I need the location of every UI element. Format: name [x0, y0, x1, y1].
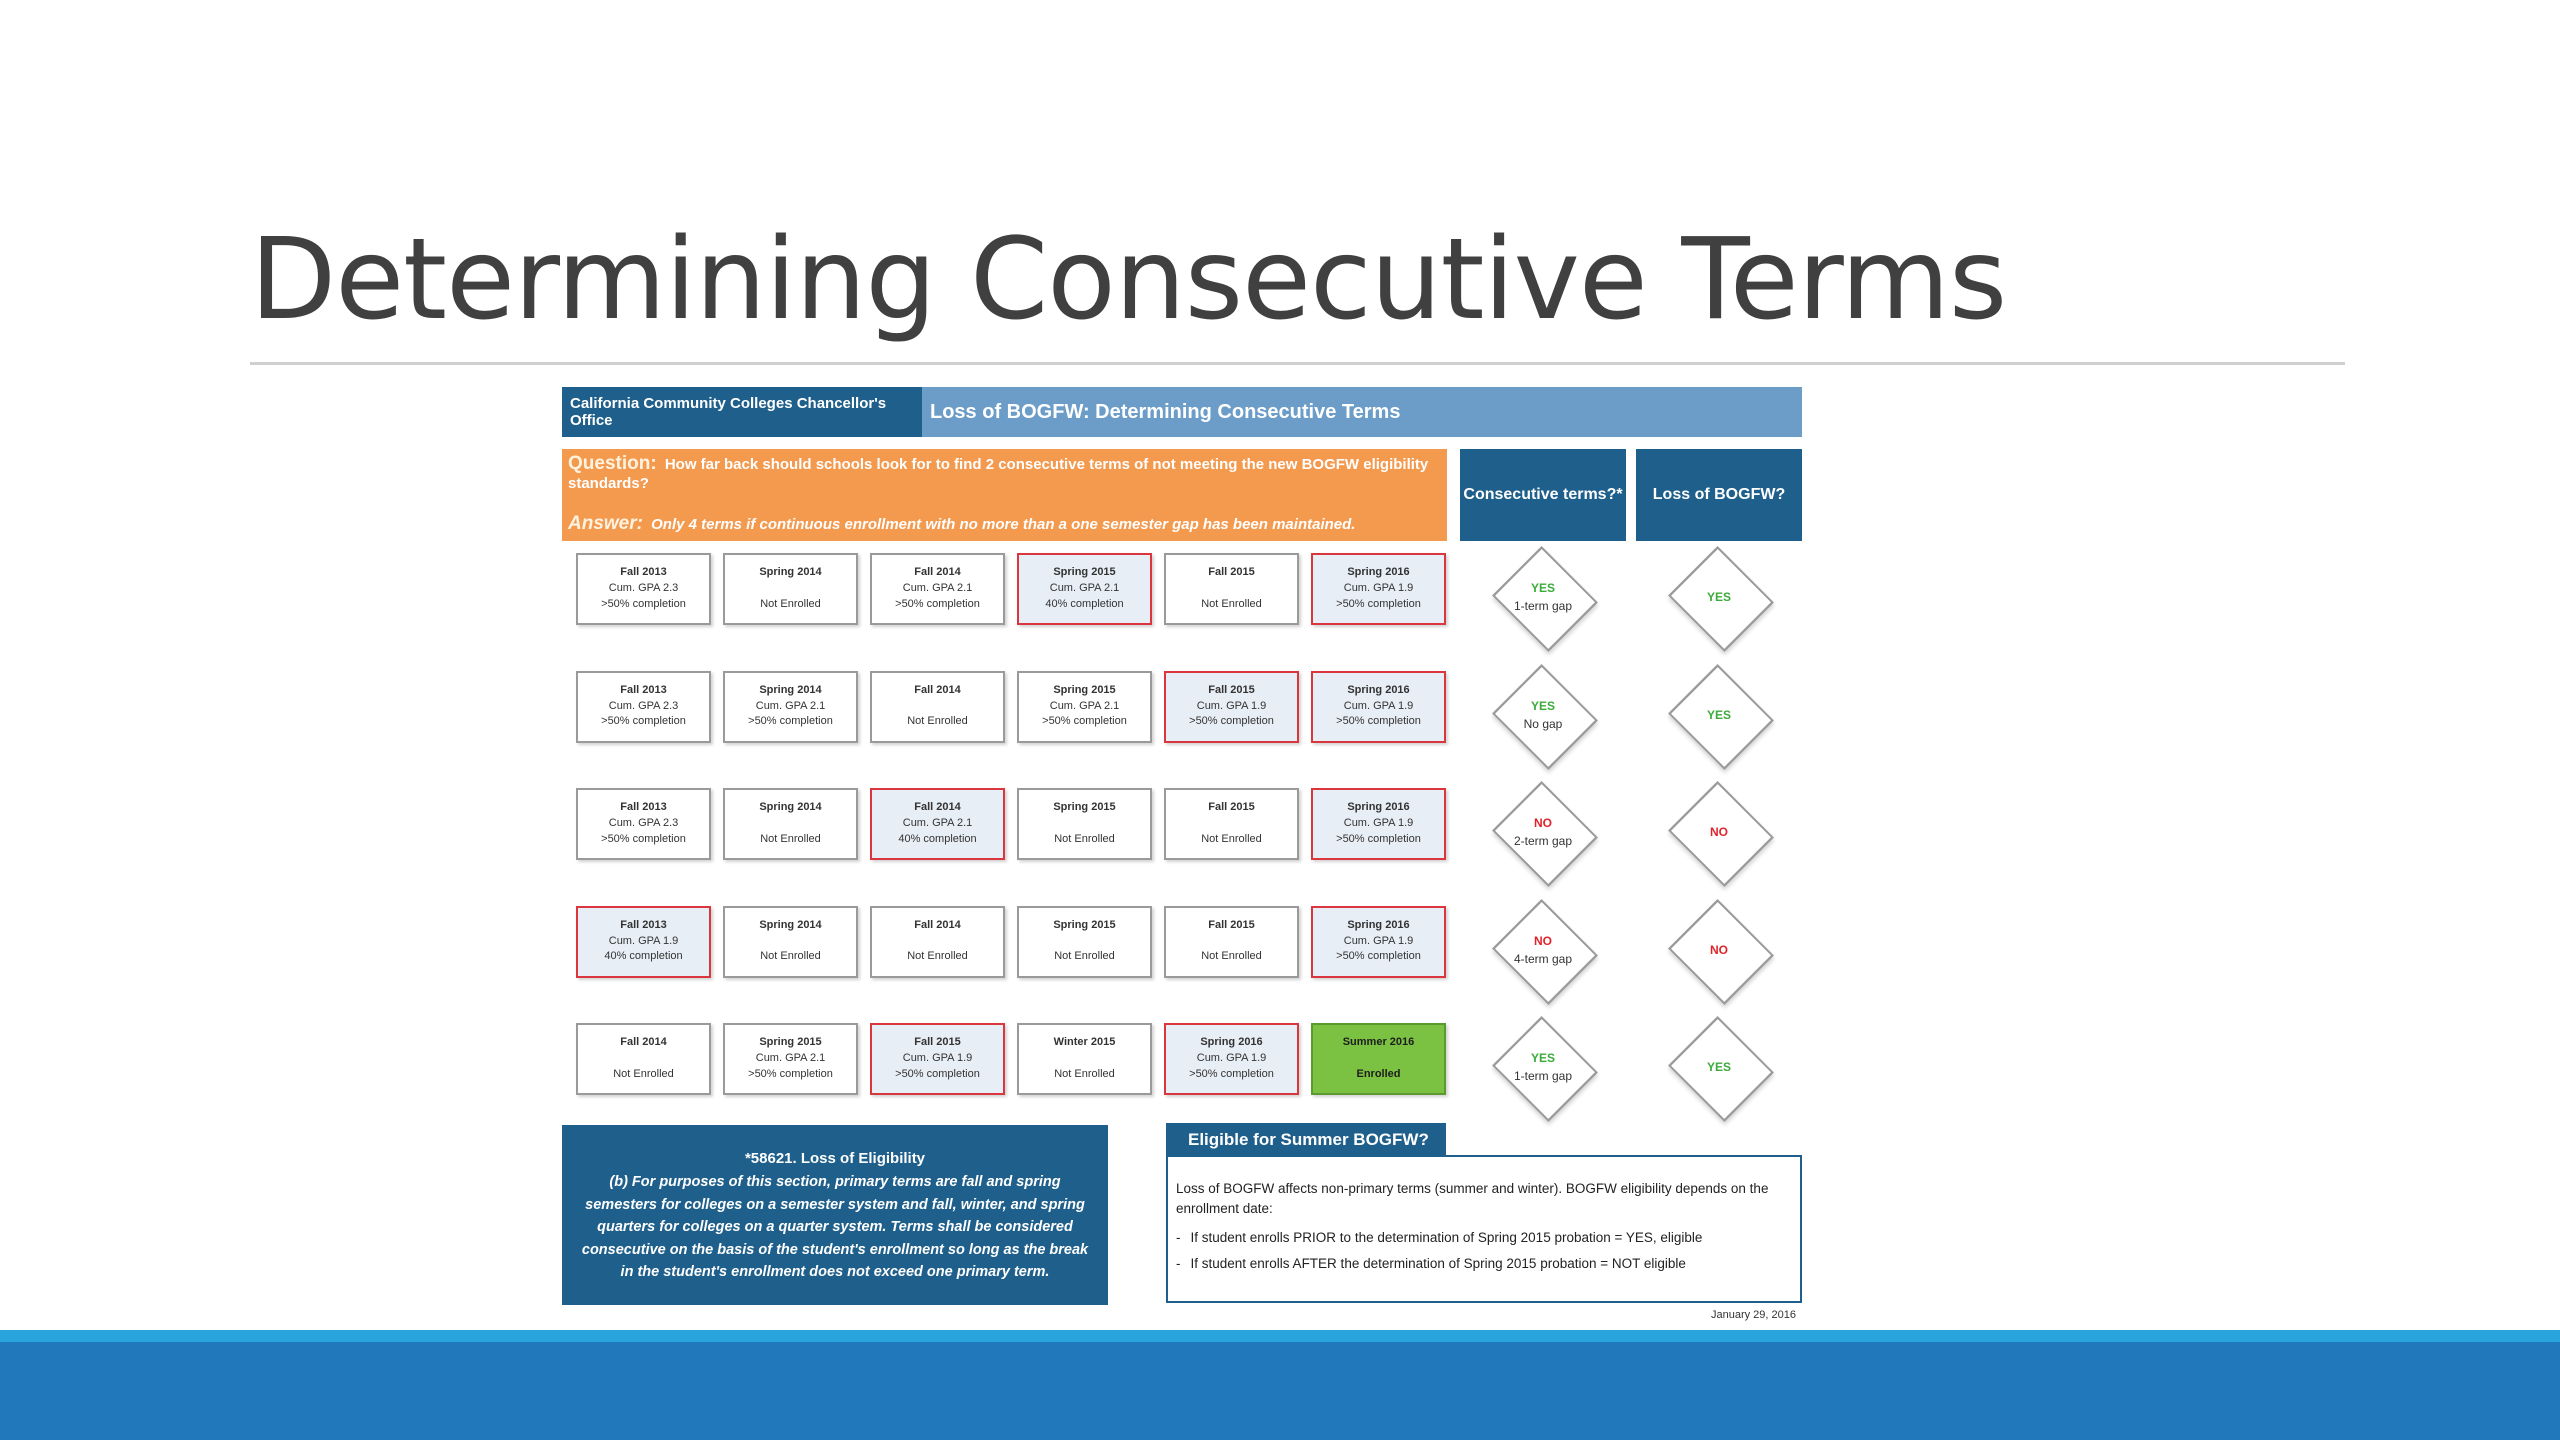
- term-gpa: Cum. GPA 2.1: [902, 817, 973, 830]
- term-name: Spring 2016: [1347, 801, 1410, 814]
- term-status: >50% completion: [1189, 715, 1274, 728]
- term-name: Spring 2016: [1347, 566, 1410, 579]
- term-cell: [576, 788, 711, 860]
- term-cell: [1164, 671, 1299, 743]
- consecutive-diamond: [1481, 782, 1605, 882]
- term-status: >50% completion: [1042, 715, 1127, 728]
- gap-detail: 1-term gap: [1513, 1069, 1573, 1083]
- question-label: Question:: [568, 453, 657, 474]
- eligibility-list: [1176, 1228, 1792, 1273]
- gap-detail: 1-term gap: [1513, 599, 1573, 613]
- term-gpa: Cum. GPA 2.1: [755, 699, 826, 712]
- term-cell: [576, 906, 711, 978]
- term-gpa: [1083, 1051, 1086, 1067]
- term-cell: [870, 788, 1005, 860]
- consecutive-diamond: [1481, 665, 1605, 765]
- term-name: Fall 2014: [914, 918, 961, 931]
- footer-bar: [0, 1342, 2560, 1440]
- term-status: Not Enrolled: [1054, 832, 1115, 845]
- term-name: Spring 2014: [759, 918, 822, 931]
- term-cell: [870, 553, 1005, 625]
- term-gpa: Cum. GPA 1.9: [1196, 699, 1267, 712]
- diamond-label: [1481, 900, 1605, 1000]
- term-cell: [1017, 671, 1152, 743]
- consecutive-diamond: [1481, 1017, 1605, 1117]
- loss-answer: YES: [1706, 1060, 1731, 1074]
- term-gpa: [1230, 934, 1233, 950]
- term-name: Fall 2015: [1208, 801, 1255, 814]
- term-name: Spring 2015: [1053, 801, 1116, 814]
- term-gpa: [642, 1051, 645, 1067]
- term-status: Not Enrolled: [1054, 950, 1115, 963]
- term-name: Spring 2016: [1200, 1036, 1263, 1049]
- term-cell: [1017, 1023, 1152, 1095]
- term-status: >50% completion: [748, 715, 833, 728]
- gap-detail: 4-term gap: [1513, 951, 1573, 966]
- term-status: >50% completion: [1336, 597, 1421, 610]
- term-name: Spring 2015: [759, 1036, 822, 1049]
- term-name: Summer 2016: [1342, 1036, 1415, 1049]
- term-name: Fall 2013: [620, 918, 667, 931]
- term-status: >50% completion: [895, 1067, 980, 1080]
- term-gpa: [1083, 934, 1086, 950]
- term-name: Fall 2014: [914, 683, 961, 696]
- term-name: Fall 2013: [620, 566, 667, 579]
- term-name: Fall 2015: [1208, 918, 1255, 931]
- loss-diamond: [1657, 665, 1781, 765]
- term-gpa: [1083, 816, 1086, 832]
- term-cell: [870, 671, 1005, 743]
- regulation-note-title: *58621. Loss of Eligibility: [744, 1150, 926, 1167]
- term-gpa: [1377, 1051, 1380, 1067]
- term-status: >50% completion: [1336, 950, 1421, 963]
- term-name: Spring 2016: [1347, 683, 1410, 696]
- term-status: 40% completion: [898, 832, 977, 845]
- term-name: Fall 2013: [620, 683, 667, 696]
- loss-answer: YES: [1706, 707, 1731, 722]
- eligibility-box: [1166, 1155, 1802, 1303]
- term-name: Fall 2015: [914, 1036, 961, 1049]
- term-gpa: Cum. GPA 2.1: [1049, 699, 1120, 712]
- term-status: Not Enrolled: [613, 1067, 674, 1080]
- term-gpa: Cum. GPA 2.1: [902, 582, 973, 595]
- term-gpa: Cum. GPA 1.9: [902, 1052, 973, 1065]
- term-status: Not Enrolled: [760, 950, 821, 963]
- gap-detail: 2-term gap: [1513, 834, 1573, 848]
- term-status: >50% completion: [895, 597, 980, 610]
- consecutive-answer: NO: [1534, 816, 1552, 830]
- term-status: >50% completion: [601, 715, 686, 728]
- footer-accent-line: [0, 1330, 2560, 1342]
- slide-title: Determining Consecutive Terms: [250, 215, 2007, 345]
- term-gpa: Cum. GPA 2.1: [1049, 582, 1120, 595]
- term-gpa: Cum. GPA 1.9: [608, 934, 679, 947]
- term-status: >50% completion: [601, 832, 686, 845]
- consecutive-answer: NO: [1534, 933, 1552, 948]
- term-status: >50% completion: [748, 1067, 833, 1080]
- consecutive-terms-chart: [562, 387, 1802, 1327]
- question-line: [568, 453, 1441, 492]
- term-gpa: Cum. GPA 1.9: [1343, 582, 1414, 595]
- diamond-label: [1657, 782, 1781, 882]
- term-cell: [723, 906, 858, 978]
- term-status: Not Enrolled: [1201, 597, 1262, 610]
- loss-answer: NO: [1710, 942, 1728, 957]
- term-gpa: Cum. GPA 2.3: [608, 817, 679, 830]
- term-status: Not Enrolled: [1201, 950, 1262, 963]
- consecutive-answer: YES: [1530, 1051, 1555, 1065]
- diamond-label: [1481, 665, 1605, 765]
- term-cell: [1311, 788, 1446, 860]
- regulation-note: [562, 1125, 1108, 1305]
- term-gpa: Cum. GPA 1.9: [1196, 1052, 1267, 1065]
- answer-label: Answer:: [568, 513, 643, 534]
- term-name: Fall 2014: [620, 1036, 667, 1049]
- diamond-label: [1481, 1017, 1605, 1117]
- term-cell: [1164, 788, 1299, 860]
- diamond-label: [1657, 900, 1781, 1000]
- eligibility-bullet: - If student enrolls AFTER the determination of Spring 2015 probation = NOT eligible: [1176, 1255, 1686, 1271]
- term-gpa: Cum. GPA 2.1: [755, 1052, 826, 1065]
- scenario-row: [562, 665, 1802, 745]
- scenario-row: [562, 782, 1802, 862]
- question-answer-box: [562, 449, 1447, 541]
- consecutive-diamond: [1481, 900, 1605, 1000]
- term-cell: [576, 671, 711, 743]
- term-gpa: [789, 934, 792, 950]
- term-cell: [1311, 906, 1446, 978]
- consecutive-answer: YES: [1530, 581, 1555, 595]
- term-name: Fall 2015: [1208, 683, 1255, 696]
- diamond-label: [1481, 547, 1605, 647]
- term-name: Spring 2014: [759, 683, 822, 696]
- title-divider: [250, 362, 2345, 365]
- term-cell: [576, 1023, 711, 1095]
- header-org: California Community Colleges Chancellor's Office: [562, 387, 922, 437]
- term-gpa: [789, 816, 792, 832]
- answer-text: Only 4 terms if continuous enrollment with no more than a one semester gap has been maintained.: [651, 516, 1356, 533]
- term-cell: [870, 1023, 1005, 1095]
- term-status: 40% completion: [1045, 597, 1124, 610]
- term-cell: [723, 553, 858, 625]
- term-status: Not Enrolled: [1201, 832, 1262, 845]
- term-cell: [1164, 553, 1299, 625]
- date-stamp: January 29, 2016: [1710, 1309, 1796, 1321]
- term-cell: [1017, 788, 1152, 860]
- term-name: Spring 2015: [1053, 566, 1116, 579]
- term-cell: [723, 788, 858, 860]
- term-name: Fall 2013: [620, 801, 667, 814]
- scenario-row: [562, 547, 1802, 627]
- term-status: Not Enrolled: [760, 597, 821, 610]
- consecutive-diamond: [1481, 547, 1605, 647]
- term-gpa: Cum. GPA 1.9: [1343, 817, 1414, 830]
- term-gpa: Cum. GPA 2.3: [608, 699, 679, 712]
- header-title: Loss of BOGFW: Determining Consecutive Terms: [922, 387, 1802, 437]
- term-status: >50% completion: [1189, 1067, 1274, 1080]
- loss-answer: NO: [1710, 825, 1728, 839]
- term-cell: [870, 906, 1005, 978]
- eligibility-bullet: - If student enrolls PRIOR to the determination of Spring 2015 probation = YES, eligible: [1176, 1230, 1703, 1246]
- eligibility-intro: Loss of BOGFW affects non-primary terms (summer and winter). BOGFW eligibility depends on the enrollment date:: [1176, 1181, 1769, 1216]
- term-gpa: [1230, 816, 1233, 832]
- term-cell: [723, 671, 858, 743]
- term-cell: [1311, 671, 1446, 743]
- term-name: Fall 2015: [1208, 566, 1255, 579]
- term-name: Winter 2015: [1053, 1036, 1116, 1049]
- loss-diamond: [1657, 547, 1781, 647]
- eligibility-tab: Eligible for Summer BOGFW?: [1166, 1123, 1446, 1157]
- question-text: How far back should schools look for to find 2 consecutive terms of not meeting the new BOGFW eligibility standards?: [568, 456, 1429, 492]
- term-gpa: [1230, 581, 1233, 597]
- scenario-row: [562, 1017, 1802, 1097]
- term-name: Fall 2014: [914, 566, 961, 579]
- column-header-loss: Loss of BOGFW?: [1636, 449, 1802, 541]
- loss-diamond: [1657, 1017, 1781, 1117]
- term-status: >50% completion: [1336, 832, 1421, 845]
- term-cell: [1164, 906, 1299, 978]
- term-gpa: Cum. GPA 2.3: [608, 582, 679, 595]
- term-cell: [1311, 1023, 1446, 1095]
- term-name: Fall 2014: [914, 801, 961, 814]
- term-cell: [1311, 553, 1446, 625]
- loss-diamond: [1657, 782, 1781, 882]
- term-name: Spring 2014: [759, 801, 822, 814]
- term-gpa: [789, 581, 792, 597]
- term-name: Spring 2014: [759, 566, 822, 579]
- term-gpa: [936, 699, 939, 715]
- term-cell: [723, 1023, 858, 1095]
- consecutive-answer: YES: [1530, 698, 1555, 713]
- regulation-note-text: (b) For purposes of this section, primary terms are fall and spring semesters for colleges on a semester system and fall, winter, and spring quarters for colleges on a quarter system. Terms shall be considered consecutive on the basis of the student's enrollment so long as the break in the student's enrollment does not exceed one primary term.: [581, 1174, 1089, 1281]
- term-name: Spring 2015: [1053, 918, 1116, 931]
- answer-line: [568, 513, 1355, 535]
- term-status: 40% completion: [604, 950, 683, 963]
- term-status: Not Enrolled: [1054, 1067, 1115, 1080]
- term-name: Spring 2015: [1053, 683, 1116, 696]
- loss-answer: YES: [1706, 590, 1731, 604]
- term-gpa: Cum. GPA 1.9: [1343, 699, 1414, 712]
- column-header-consecutive: Consecutive terms?*: [1460, 449, 1626, 541]
- term-status: Not Enrolled: [760, 832, 821, 845]
- diamond-label: [1657, 547, 1781, 647]
- diamond-label: [1657, 1017, 1781, 1117]
- term-status: Enrolled: [1356, 1067, 1401, 1080]
- term-status: Not Enrolled: [907, 950, 968, 963]
- term-name: Spring 2016: [1347, 918, 1410, 931]
- diamond-label: [1657, 665, 1781, 765]
- term-status: >50% completion: [1336, 715, 1421, 728]
- term-status: >50% completion: [601, 597, 686, 610]
- term-status: Not Enrolled: [907, 715, 968, 728]
- gap-detail: No gap: [1523, 716, 1563, 731]
- term-cell: [1017, 906, 1152, 978]
- scenario-row: [562, 900, 1802, 980]
- diamond-label: [1481, 782, 1605, 882]
- loss-diamond: [1657, 900, 1781, 1000]
- term-cell: [1017, 553, 1152, 625]
- term-cell: [576, 553, 711, 625]
- term-gpa: Cum. GPA 1.9: [1343, 934, 1414, 947]
- term-gpa: [936, 934, 939, 950]
- term-cell: [1164, 1023, 1299, 1095]
